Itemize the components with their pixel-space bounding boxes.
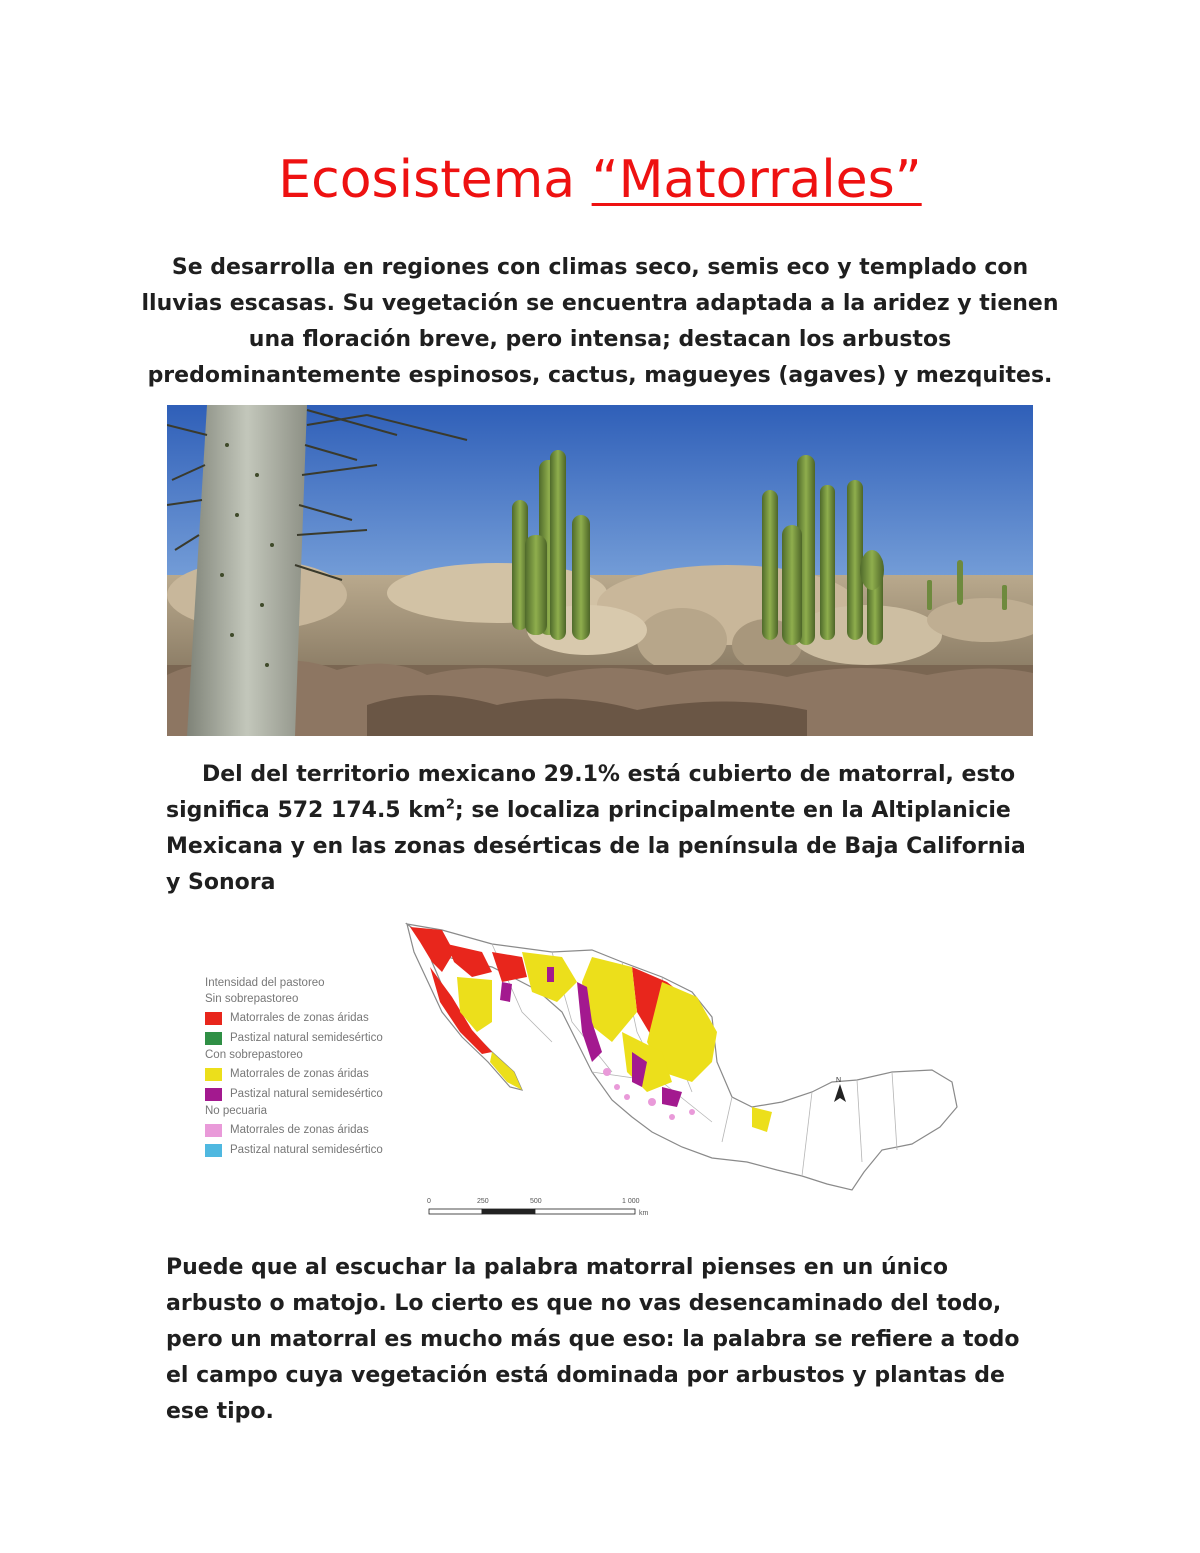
landscape-photo — [167, 405, 1033, 736]
legend-item — [205, 1084, 445, 1104]
intro-paragraph: Se desarrolla en regiones con climas seco, semis eco y templado con lluvias escasas. Su vegetación se encuentra adaptada a la aridez y tienen una floración breve, pero intensa; destacan los arbustos predominantemente espinosos, cactus, magueyes (agaves) y mezquites. — [141, 255, 1059, 388]
landscape-photo-illustration — [167, 405, 1033, 736]
scale-tick-250: 250 — [477, 1198, 489, 1205]
scale-bar — [427, 1198, 649, 1217]
coverage-text-2: ; se localiza principalmente en la Altiplanicie Mexicana y en las zonas desérticas de la península de Baja California y Sonora — [166, 798, 1026, 895]
legend-swatch — [205, 1088, 222, 1101]
map-legend — [205, 976, 445, 1160]
scale-tick-1000: 1 000 — [622, 1198, 640, 1205]
legend-group-label: Con sobrepastoreo — [205, 1049, 303, 1061]
legend-item-label: Matorrales de zonas áridas — [230, 1012, 369, 1024]
legend-swatch — [205, 1124, 222, 1137]
scale-tick-0: 0 — [427, 1198, 431, 1205]
legend-item-label: Pastizal natural semidesértico — [230, 1032, 383, 1044]
legend-title: Intensidad del pastoreo — [205, 977, 325, 989]
superscript-2: 2 — [445, 797, 455, 813]
north-label: N — [836, 1077, 842, 1084]
legend-swatch — [205, 1032, 222, 1045]
scale-tick-500: 500 — [530, 1198, 542, 1205]
title-prefix: Ecosistema — [278, 150, 592, 210]
legend-item-label: Pastizal natural semidesértico — [230, 1144, 383, 1156]
closing-paragraph: Puede que al escuchar la palabra matorral pienses en un único arbusto o matojo. Lo cierto es que no vas desencaminado del todo, pero un matorral es mucho más que eso: la palabra se refiere a todo el campo cuya vegetación está dominada por arbustos y plantas de ese tipo. — [166, 1255, 1020, 1424]
legend-item-label: Matorrales de zonas áridas — [230, 1068, 369, 1080]
legend-item — [205, 1120, 445, 1140]
legend-swatch — [205, 1012, 222, 1025]
legend-item-label: Matorrales de zonas áridas — [230, 1124, 369, 1136]
legend-group-label: No pecuaria — [205, 1105, 268, 1117]
legend-group-label: Sin sobrepastoreo — [205, 993, 299, 1005]
legend-item-label: Pastizal natural semidesértico — [230, 1088, 383, 1100]
legend-item — [205, 1008, 445, 1028]
title-emphasis: “Matorrales” — [591, 150, 922, 210]
legend-swatch — [205, 1144, 222, 1157]
coverage-text-1: Del del territorio mexicano 29.1% está cubierto de matorral, esto significa 572 174.5 km — [166, 762, 1016, 823]
scale-unit: km — [639, 1210, 649, 1217]
legend-swatch — [205, 1068, 222, 1081]
coverage-paragraph — [166, 757, 1036, 901]
legend-item — [205, 1028, 445, 1048]
legend-item — [205, 1140, 445, 1160]
page-title — [0, 150, 1200, 210]
legend-item — [205, 1064, 445, 1084]
